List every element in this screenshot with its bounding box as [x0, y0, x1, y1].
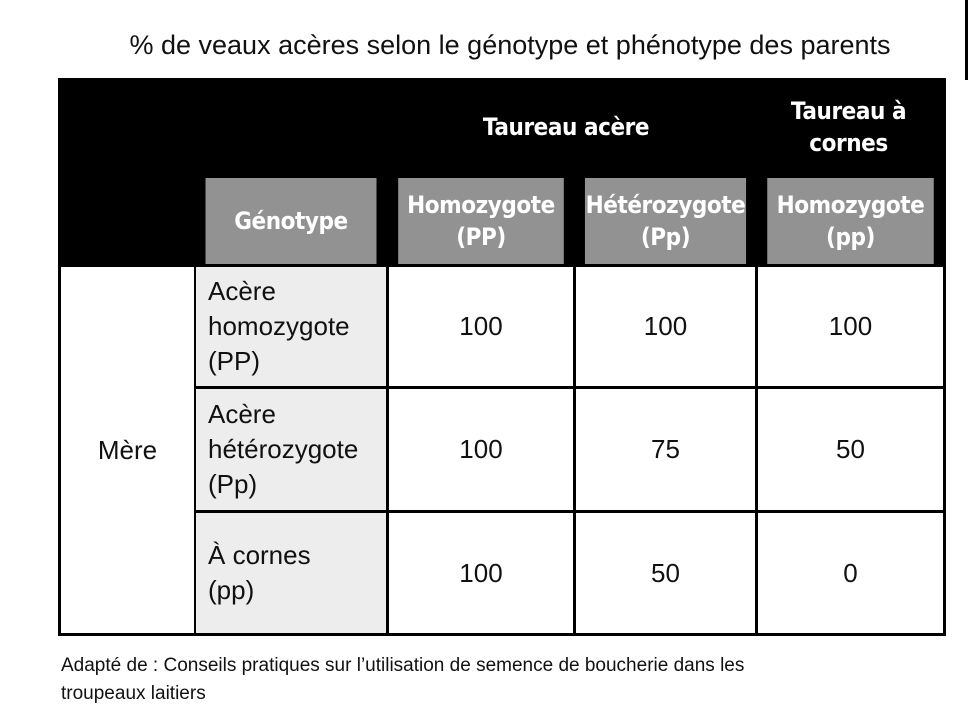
header-taureau-cornes-line2: cornes	[809, 129, 888, 157]
row-label-3-line2: (pp)	[208, 575, 255, 605]
row-label-2-line1: Acère	[208, 399, 276, 429]
table-title: % de veaux acères selon le génotype et phénotype des parents	[129, 30, 891, 60]
column-header-pp-heterozygote	[585, 178, 746, 264]
source-note	[61, 652, 941, 708]
table-cell: 75	[576, 389, 755, 510]
column-header-2-line1: Hétérozygote	[585, 191, 746, 219]
corner-cell	[58, 78, 380, 176]
table-cell: 0	[758, 513, 943, 633]
genotype-header-label: Génotype	[234, 207, 348, 235]
source-note-line1: Adapté de : Conseils pratiques sur l’utilisation de semence de boucherie dans les	[61, 655, 745, 676]
row-label-acere-homozygote	[196, 267, 386, 386]
column-header-pp-homozygote	[398, 178, 564, 264]
table-cell: 50	[576, 513, 755, 633]
edge-rule	[965, 0, 968, 80]
genotype-header	[206, 178, 377, 264]
column-header-2-line2: (Pp)	[640, 223, 691, 251]
row-label-1-line2: homozygote	[208, 311, 350, 341]
header-taureau-acere	[402, 78, 730, 176]
row-group-mere-label: Mère	[97, 434, 158, 465]
header-taureau-acere-label: Taureau acère	[482, 113, 650, 141]
column-header-1-line1: Homozygote	[407, 191, 555, 219]
table-cell: 100	[576, 267, 755, 386]
row-group-mere	[61, 267, 194, 633]
header-taureau-cornes	[761, 78, 937, 176]
row-label-2-line3: (Pp)	[208, 469, 258, 499]
table-cell: 100	[758, 267, 943, 386]
left-header-block	[58, 176, 194, 264]
row-label-2-line2: hétérozygote	[208, 434, 359, 464]
table-cell: 100	[389, 267, 573, 386]
row-label-1-line3: (PP)	[208, 346, 260, 376]
column-header-pp-cornes	[767, 178, 934, 264]
source-note-line2: troupeaux laitiers	[61, 683, 206, 704]
table-cell: 100	[389, 389, 573, 510]
table-cell: 100	[389, 513, 573, 633]
row-label-acere-heterozygote	[196, 389, 386, 510]
genotype-table	[58, 78, 946, 636]
column-header-3-line1: Homozygote	[776, 191, 925, 219]
table-cell: 50	[758, 389, 943, 510]
row-label-a-cornes	[196, 513, 386, 633]
column-header-3-line2: (pp)	[826, 223, 875, 251]
column-header-1-line2: (PP)	[456, 223, 506, 251]
row-label-3-line1: À cornes	[208, 540, 311, 570]
row-label-1-line1: Acère	[208, 276, 276, 306]
header-taureau-cornes-line1: Taureau à	[790, 97, 907, 125]
